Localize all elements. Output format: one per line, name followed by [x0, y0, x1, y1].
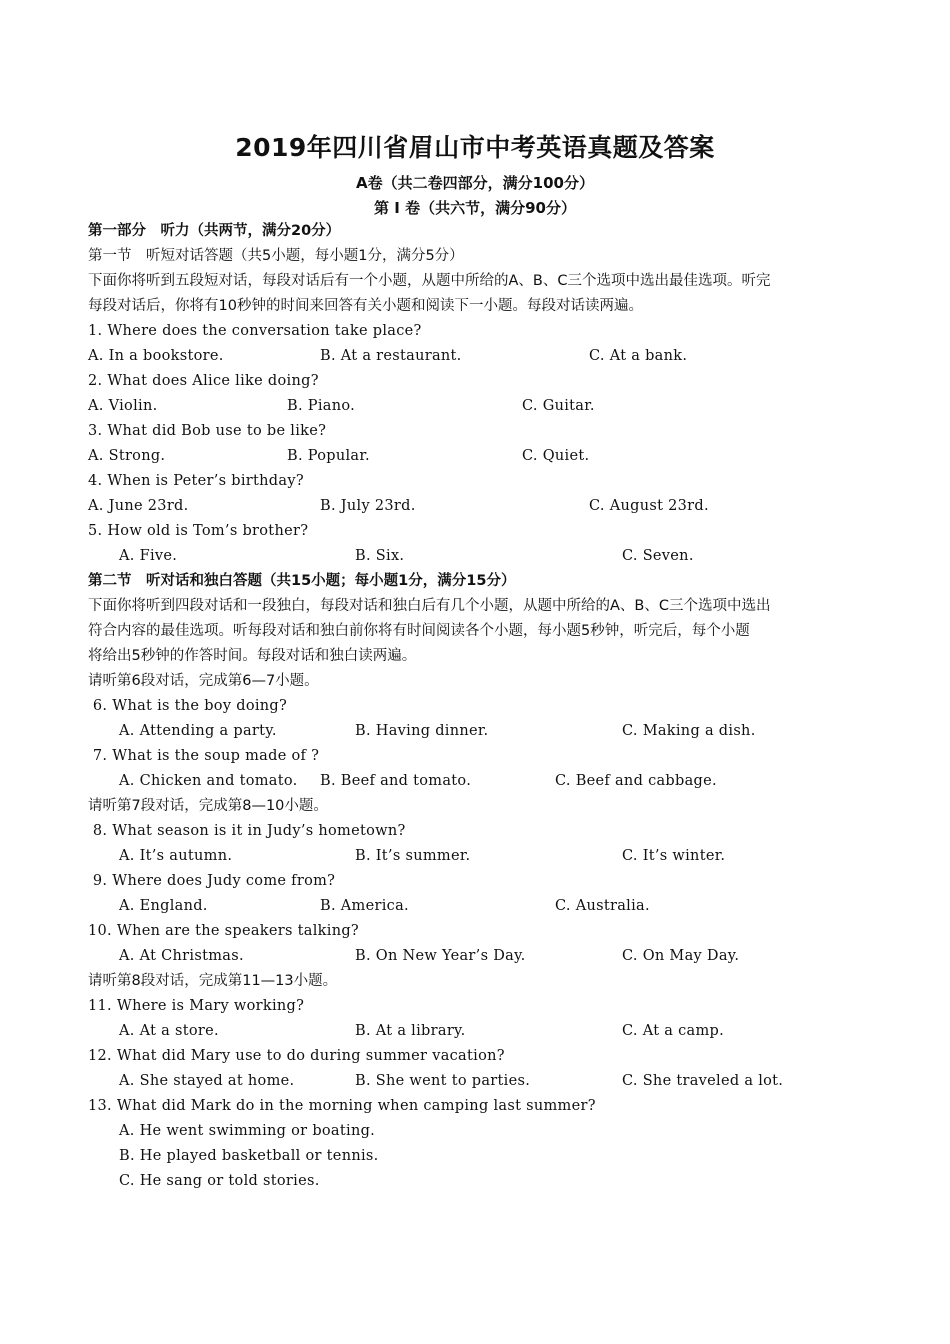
- option-c: C. Quiet.: [522, 448, 590, 464]
- option-b: B. On New Year’s Day.: [355, 948, 526, 964]
- option-a: A. Five.: [119, 548, 178, 564]
- option-a: A. June 23rd.: [88, 498, 189, 514]
- option-a: A. Violin.: [88, 398, 158, 414]
- section2-intro-line: 下面你将听到四段对话和一段独白，每段对话和独白后有几个小题，从题中所给的A、B、C三个选项中选出: [88, 598, 771, 614]
- question-stem: 8. What season is it in Judy’s hometown?: [88, 823, 406, 839]
- section1-heading: 第一节 听短对话答题（共5小题，每小题1分，满分5分）: [88, 248, 464, 264]
- option-a: A. Chicken and tomato.: [119, 773, 298, 789]
- option-b: B. She went to parties.: [355, 1073, 531, 1089]
- option-b: B. At a restaurant.: [320, 348, 462, 364]
- dialog-instruction: 请听第7段对话，完成第8—10小题。: [88, 798, 328, 814]
- question-stem: 10. When are the speakers talking?: [88, 923, 359, 939]
- option-a: A. At Christmas.: [119, 948, 244, 964]
- option-c: C. Seven.: [622, 548, 694, 564]
- question-stem: 4. When is Peter’s birthday?: [88, 473, 304, 489]
- part1-heading: 第一部分 听力（共两节，满分20分）: [88, 223, 341, 239]
- option-b: B. America.: [320, 898, 409, 914]
- option-b: B. Beef and tomato.: [320, 773, 472, 789]
- option-a: A. England.: [119, 898, 208, 914]
- question-stem: 1. Where does the conversation take place?: [88, 323, 422, 339]
- option-c: C. She traveled a lot.: [622, 1073, 784, 1089]
- option-c: C. On May Day.: [622, 948, 740, 964]
- section2-intro-line: 符合内容的最佳选项。听每段对话和独白前你将有时间阅读各个小题，每小题5秒钟，听完后，每个小题: [88, 623, 750, 639]
- option-c: C. Making a dish.: [622, 723, 756, 739]
- option-a: A. In a bookstore.: [88, 348, 224, 364]
- option-c: C. Beef and cabbage.: [555, 773, 717, 789]
- option-b: B. July 23rd.: [320, 498, 416, 514]
- dialog-instruction: 请听第6段对话，完成第6—7小题。: [88, 673, 319, 689]
- option-b: B. Having dinner.: [355, 723, 489, 739]
- paper-a-subtitle: A卷（共二卷四部分，满分100分）: [356, 174, 594, 192]
- option-c: C. At a camp.: [622, 1023, 725, 1039]
- dialog-instruction: 请听第8段对话，完成第11—13小题。: [88, 973, 338, 989]
- option-a: A. Attending a party.: [119, 723, 277, 739]
- section1-intro-line: 下面你将听到五段短对话，每段对话后有一个小题，从题中所给的A、B、C三个选项中选出最佳选项。听完: [88, 273, 771, 289]
- option-b: B. Piano.: [287, 398, 356, 414]
- option-c: C. At a bank.: [589, 348, 688, 364]
- option-a: A. At a store.: [119, 1023, 219, 1039]
- option-a: A. He went swimming or boating.: [119, 1123, 376, 1139]
- option-b: B. He played basketball or tennis.: [119, 1148, 379, 1164]
- question-stem: 3. What did Bob use to be like?: [88, 423, 327, 439]
- option-a: A. She stayed at home.: [119, 1073, 295, 1089]
- question-stem: 5. How old is Tom’s brother?: [88, 523, 309, 539]
- option-b: B. It’s summer.: [355, 848, 471, 864]
- question-stem: 7. What is the soup made of ?: [88, 748, 320, 764]
- option-b: B. At a library.: [355, 1023, 466, 1039]
- question-stem: 6. What is the boy doing?: [88, 698, 288, 714]
- page-title: 2019年四川省眉山市中考英语真题及答案: [235, 133, 715, 162]
- option-c: C. It’s winter.: [622, 848, 726, 864]
- question-stem: 9. Where does Judy come from?: [88, 873, 336, 889]
- option-b: B. Popular.: [287, 448, 370, 464]
- section2-heading: 第二节 听对话和独白答题（共15小题；每小题1分，满分15分）: [88, 573, 516, 589]
- option-c: C. He sang or told stories.: [119, 1173, 320, 1189]
- option-c: C. Australia.: [555, 898, 650, 914]
- question-stem: 11. Where is Mary working?: [88, 998, 305, 1014]
- question-stem: 13. What did Mark do in the morning when camping last summer?: [88, 1098, 596, 1114]
- question-stem: 2. What does Alice like doing?: [88, 373, 319, 389]
- volume-one-subtitle: 第 I 卷（共六节，满分90分）: [374, 199, 576, 217]
- section2-intro-line: 将给出5秒钟的作答时间。每段对话和独白读两遍。: [88, 648, 417, 664]
- section1-intro-line: 每段对话后，你将有10秒钟的时间来回答有关小题和阅读下一小题。每段对话读两遍。: [88, 298, 643, 314]
- question-stem: 12. What did Mary use to do during summer vacation?: [88, 1048, 505, 1064]
- option-c: C. Guitar.: [522, 398, 595, 414]
- option-b: B. Six.: [355, 548, 405, 564]
- option-c: C. August 23rd.: [589, 498, 709, 514]
- option-a: A. Strong.: [88, 448, 166, 464]
- option-a: A. It’s autumn.: [119, 848, 233, 864]
